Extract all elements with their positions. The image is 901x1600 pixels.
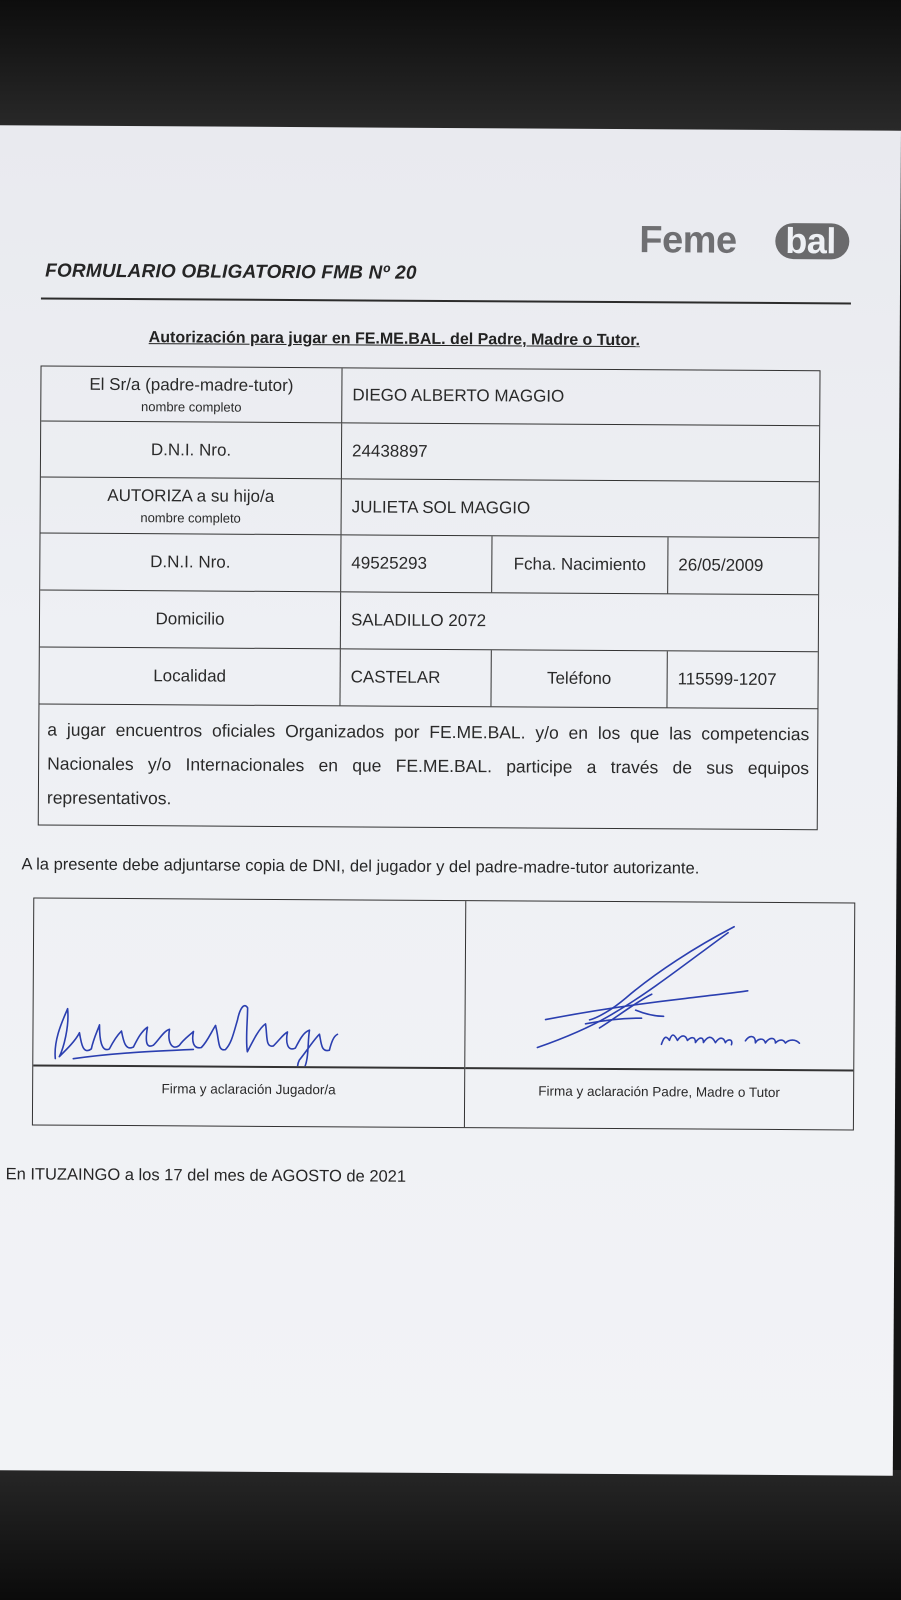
parent-name-value: DIEGO ALBERTO MAGGIO [352, 385, 565, 406]
phone-value: 115599-1207 [677, 669, 777, 690]
phone-label: Teléfono [491, 650, 667, 707]
parent-label-cell [41, 367, 342, 423]
row-child-name [41, 478, 819, 539]
row-parent-name [41, 367, 819, 427]
parent-label: El Sr/a (padre-madre-tutor) [89, 374, 294, 395]
row-address [40, 591, 818, 653]
row-parent-dni [41, 422, 819, 483]
address-label: Domicilio [40, 591, 341, 649]
date-place-line: En ITUZAINGO a los 17 del mes de AGOSTO de 2021 [5, 1165, 407, 1186]
row-paragraph [39, 704, 818, 829]
birth-date-label: Fcha. Nacimiento [492, 536, 668, 593]
logo-pill [775, 220, 849, 262]
photo-background-top [0, 0, 901, 135]
parent-dni-value: 24438897 [351, 440, 428, 461]
locality-label: Localidad [39, 648, 340, 706]
row-child-dni [40, 534, 818, 596]
locality-value: CASTELAR [340, 649, 491, 706]
address-value: SALADILLO 2072 [350, 610, 487, 631]
logo-text: Feme [639, 219, 737, 262]
parent-sublabel: nombre completo [141, 398, 242, 415]
child-label: AUTORIZA a su hijo/a [107, 485, 275, 506]
attachment-note: A la presente debe adjuntarse copia de DNI, del jugador y del padre-madre-tutor autorizante. [21, 855, 700, 878]
signature-table [32, 897, 855, 1130]
photo-background-bottom [0, 1470, 901, 1600]
player-signature-caption: Firma y aclaración Jugador/a [161, 1081, 336, 1098]
title-divider [41, 298, 851, 305]
child-sublabel: nombre completo [140, 510, 241, 526]
parent-signature-mark [465, 901, 854, 1069]
birth-date-value: 26/05/2009 [678, 555, 764, 575]
player-signature-box [33, 898, 466, 1127]
row-locality [39, 648, 817, 710]
logo-pill-text: bal [785, 220, 836, 262]
form-title: FORMULARIO OBLIGATORIO FMB Nº 20 [45, 260, 417, 284]
form-subtitle: Autorización para jugar en FE.ME.BAL. del Padre, Madre o Tutor. [148, 329, 641, 350]
parent-dni-label: D.N.I. Nro. [41, 422, 342, 479]
parent-signature-box [465, 901, 854, 1129]
child-name-value: JULIETA SOL MAGGIO [351, 496, 531, 517]
form-paper [0, 125, 901, 1475]
child-dni-label: D.N.I. Nro. [40, 534, 341, 592]
player-signature-mark [33, 898, 466, 1067]
child-label-cell [41, 478, 342, 535]
parent-signature-caption: Firma y aclaración Padre, Madre o Tutor [538, 1083, 780, 1101]
child-dni-value: 49525293 [341, 535, 492, 592]
authorization-table [38, 366, 821, 831]
authorization-paragraph: a jugar encuentros oficiales Organizados por FE.ME.BAL. y/o en los que las competencias Nacionales y/o Internacionales en que FE.ME.BAL. participe a través de sus equipos representativos. [46, 719, 810, 809]
